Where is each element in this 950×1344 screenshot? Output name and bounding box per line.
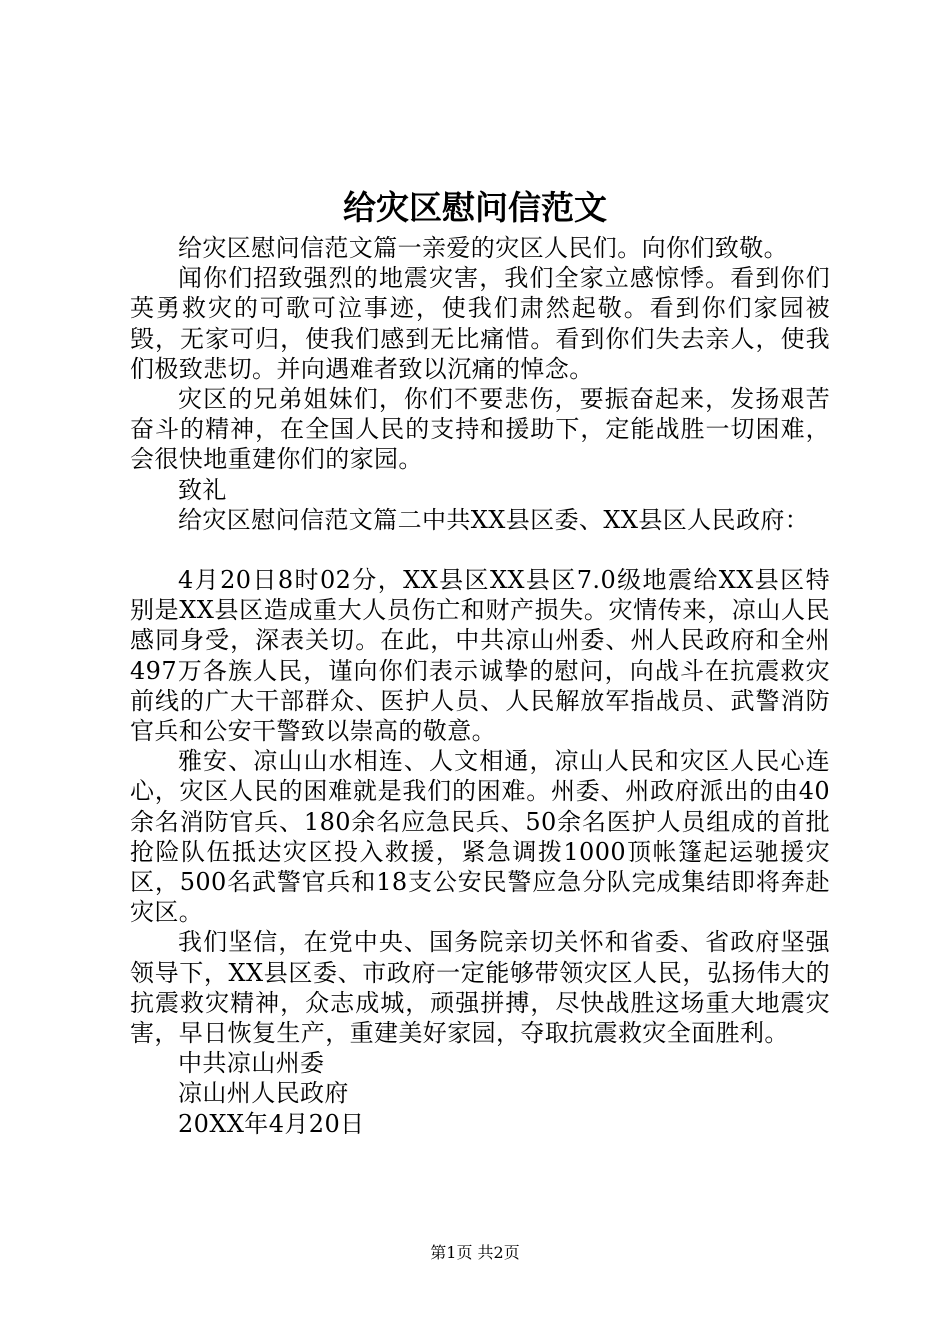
signature-party-committee: 中共凉山州委 xyxy=(178,1049,325,1078)
blank-line xyxy=(130,535,830,565)
page-title: 给灾区慰问信范文 xyxy=(343,188,607,227)
signature-government: 凉山州人民政府 xyxy=(178,1079,349,1108)
paragraph-earthquake-report: 4月20日8时02分，XX县区XX县区7.0级地震给XX县区特别是XX县区造成重大人员伤亡和财产损失。灾情传来，凉山人民感同身受，深表关切。在此，中共凉山州委、州人民政府和全州497万各族人民，谨向你们表示诚挚的慰问，向战斗在抗震救灾前线的广大干部群众、医护人员、人民解放军指战员、武警消防官兵和公安干警致以崇高的敬意。 xyxy=(130,566,830,746)
paragraph-condolence: 闻你们招致强烈的地震灾害，我们全家立感惊悸。看到你们英勇救灾的可歌可泣事迹，使我们肃然起敬。看到你们家园被毁，无家可归，使我们感到无比痛惜。看到你们失去亲人，使我们极致悲切。并向遇难者致以沉痛的悼念。 xyxy=(130,264,830,383)
letter-body xyxy=(130,233,830,1139)
paragraph-letter-two-heading: 给灾区慰问信范文篇二中共XX县区委、XX县区人民政府： xyxy=(178,505,810,534)
page-number-footer: 第1页 共2页 xyxy=(430,1243,520,1262)
paragraph-salutation: 致礼 xyxy=(178,475,227,504)
paragraph-opening: 给灾区慰问信范文篇一亲爱的灾区人民们。向你们致敬。 xyxy=(178,234,788,262)
paragraph-confidence: 我们坚信，在党中央、国务院亲切关怀和省委、省政府坚强领导下，XX县区委、市政府一定能够带领灾区人民，弘扬伟大的抗震救灾精神，众志成城，顽强拼搏，尽快战胜这场重大地震灾害，早日恢复生产，重建美好家园，夺取抗震救灾全面胜利。 xyxy=(130,928,830,1048)
paragraph-rescue-deployment: 雅安、凉山山水相连、人文相通，凉山人民和灾区人民心连心，灾区人民的困难就是我们的困难。州委、州政府派出的由40余名消防官兵、180余名应急民兵、50余名医护人员组成的首批抢险队伍抵达灾区投入救援，紧急调拨1000顶帐篷起运驰援灾区，500名武警官兵和18支公安民警应急分队完成集结即将奔赴灾区。 xyxy=(130,747,830,927)
signature-date: 20XX年4月20日 xyxy=(178,1109,365,1138)
paragraph-encouragement: 灾区的兄弟姐妹们，你们不要悲伤，要振奋起来，发扬艰苦奋斗的精神，在全国人民的支持和援助下，定能战胜一切困难，会很快地重建你们的家园。 xyxy=(130,385,830,474)
